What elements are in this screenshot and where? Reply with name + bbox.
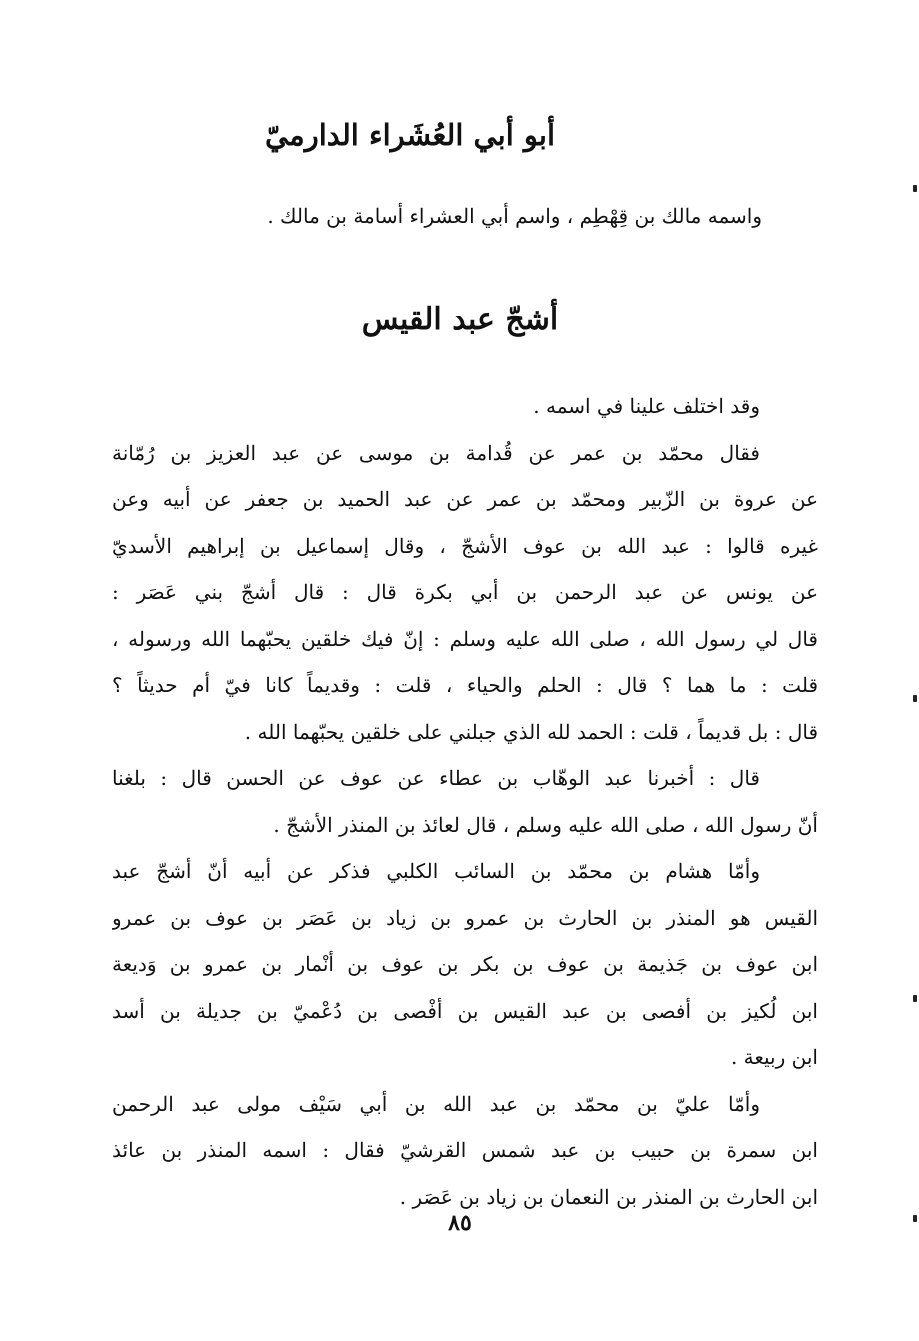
text-line: وقد اختلف علينا في اسمه . bbox=[533, 394, 760, 418]
text-line: فقال محمّد بن عمر عن قُدامة بن موسى عن عبد العزيز بن رُمّانة bbox=[112, 440, 760, 465]
edge-mark bbox=[913, 995, 917, 1002]
text-line: أنّ رسول الله ، صلى الله عليه وسلم ، قال لعائذ بن المنذر الأشجّ . bbox=[273, 812, 818, 837]
edge-mark bbox=[913, 1215, 917, 1222]
text-line: عن عروة بن الزّبير ومحمّد بن عمر عن عبد الحميد بن جعفر عن أبيه وعن bbox=[112, 487, 818, 511]
text-line: عن يونس عن عبد الرحمن بن أبي بكرة قال : قال أشجّ بني عَصَر : bbox=[112, 580, 818, 604]
section-heading-ashajj-abd-al-qays: أشجّ عبد القيس bbox=[361, 302, 559, 337]
edge-mark bbox=[913, 185, 917, 192]
text-line: قال لي رسول الله ، صلى الله عليه وسلم : إنّ فيك خلقين يحبّهما الله ورسوله ، bbox=[112, 626, 818, 651]
edge-mark bbox=[913, 695, 917, 702]
text-line: غيره قالوا : عبد الله بن عوف الأشجّ ، وقال إسماعيل بن إبراهيم الأسديّ bbox=[112, 533, 818, 558]
text-line: ابن الحارث بن المنذر بن النعمان بن زياد بن عَصَر . bbox=[399, 1184, 818, 1209]
page-number: ٨٥ bbox=[448, 1210, 472, 1236]
body-text bbox=[112, 383, 818, 1220]
text-line: ابن سمرة بن حبيب بن عبد شمس القرشيّ فقال : اسمه المنذر بن عائذ bbox=[112, 1138, 818, 1162]
intro-paragraph: واسمه مالك بن قِهْطِم ، واسم أبي العشراء أسامة بن مالك . bbox=[267, 204, 762, 228]
text-line: وأمّا هشام بن محمّد بن السائب الكلبي فذكر عن أبيه أنّ أشجّ عبد bbox=[112, 859, 760, 883]
text-line: ابن ربيعة . bbox=[730, 1045, 818, 1069]
text-line: قلت : ما هما ؟ قال : الحلم والحياء ، قلت : وقديماً كانا فيّ أم حديثاً ؟ bbox=[112, 673, 818, 697]
text-line: القيس هو المنذر بن الحارث بن عمرو بن زياد بن عَصَر بن عوف بن عمرو bbox=[112, 905, 818, 930]
section-heading-abu-abi-al-ushara: أبو أبي العُشَراء الدارميّ bbox=[264, 118, 556, 152]
text-line: قال : أخبرنا عبد الوهّاب بن عطاء عن عوف عن الحسن قال : بلغنا bbox=[112, 766, 760, 790]
text-line: ابن عوف بن جَذيمة بن عوف بن بكر بن عوف بن أنْمار بن عمرو بن وَديعة bbox=[112, 952, 818, 976]
text-line: ابن لُكيز بن أفصى بن عبد القيس بن أفْصى بن دُعْميّ بن جديلة بن أسد bbox=[112, 998, 818, 1023]
text-line: وأمّا عليّ بن محمّد بن عبد الله بن أبي سَيْف مولى عبد الرحمن bbox=[112, 1091, 760, 1116]
text-line: قال : بل قديماً ، قلت : الحمد لله الذي جبلني على خلقين يحبّهما الله . bbox=[244, 719, 818, 744]
